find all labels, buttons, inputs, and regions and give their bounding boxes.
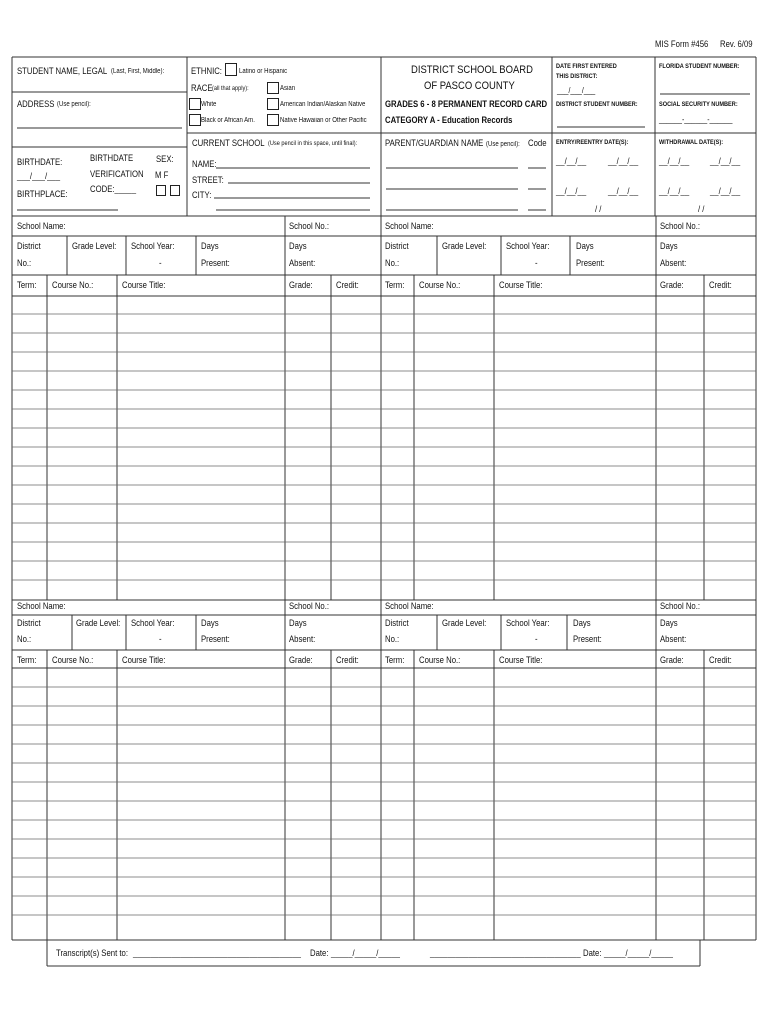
date-first-entered-blank: ___/___/___ xyxy=(557,86,596,95)
category-title: CATEGORY A - Education Records xyxy=(385,115,513,125)
grade-header-2b: Grade: xyxy=(660,655,684,665)
district-no-label-2b: No.: xyxy=(385,634,400,644)
school-year-label-1b: School Year: xyxy=(506,241,550,251)
school-year-label-1a: School Year: xyxy=(131,241,175,251)
verification-line2: VERIFICATION xyxy=(90,169,144,179)
entry-date-4: __/__/__ xyxy=(608,186,639,196)
sex-male-checkbox[interactable] xyxy=(156,185,166,196)
days-label-1b: Days xyxy=(576,241,594,251)
hawaiian-label: Native Hawaiian or Other Pacific xyxy=(280,117,367,124)
board-title: DISTRICT SCHOOL BOARD xyxy=(411,64,533,76)
days-label-1a-absent: Days xyxy=(289,241,307,251)
days-label-2a: Days xyxy=(201,618,219,628)
school-year-label-2b: School Year: xyxy=(506,618,550,628)
address-label: ADDRESS xyxy=(17,99,55,109)
district-no-label-1a: No.: xyxy=(17,258,32,268)
grade-level-label-1b: Grade Level: xyxy=(442,241,487,251)
days-absent-label-2b: Absent: xyxy=(660,634,687,644)
current-school-hint: (Use pencil in this space, until final): xyxy=(268,140,358,147)
withdrawal-dates-label: WITHDRAWAL DATE(S): xyxy=(659,139,724,146)
course-title-header-2b: Course Title: xyxy=(499,655,543,665)
entry-date-5: / / xyxy=(595,204,602,214)
withdrawal-date-1: __/__/__ xyxy=(659,156,690,166)
days-absent-label-1b: Absent: xyxy=(660,258,687,268)
school-year-dash-1a: - xyxy=(159,258,162,268)
school-year-dash-2a: - xyxy=(159,634,162,644)
credit-header-2b: Credit: xyxy=(709,655,732,665)
school-name-label-2a: School Name: xyxy=(17,601,66,611)
verification-line3: CODE:_____ xyxy=(90,184,137,194)
entry-date-2: __/__/__ xyxy=(608,156,639,166)
district-label-2b: District xyxy=(385,618,409,628)
latino-label: Latino or Hispanic xyxy=(239,68,288,75)
transcript-label: Transcript(s) Sent to: xyxy=(56,948,128,958)
days-label-1a: Days xyxy=(201,241,219,251)
birthplace-label: BIRTHPLACE: xyxy=(17,189,68,199)
days-label-2b-absent: Days xyxy=(660,618,678,628)
district-label-1b: District xyxy=(385,241,409,251)
county-title: OF PASCO COUNTY xyxy=(424,80,515,92)
course-no-header-2b: Course No.: xyxy=(419,655,461,665)
course-no-header-2a: Course No.: xyxy=(52,655,94,665)
district-no-label-1b: No.: xyxy=(385,258,400,268)
district-no-label-2a: No.: xyxy=(17,634,32,644)
credit-header-1a: Credit: xyxy=(336,280,359,290)
grade-level-label-1a: Grade Level: xyxy=(72,241,117,251)
ssn-label: SOCIAL SECURITY NUMBER: xyxy=(659,101,738,108)
latino-checkbox[interactable] xyxy=(225,63,237,76)
entry-date-3: __/__/__ xyxy=(556,186,587,196)
city-label: CITY: xyxy=(192,190,212,200)
withdrawal-date-5: / / xyxy=(698,204,705,214)
date-first-entered-label: DATE FIRST ENTERED xyxy=(556,63,617,70)
birthdate-label: BIRTHDATE: xyxy=(17,157,63,167)
student-name-hint: (Last, First, Middle): xyxy=(111,68,165,75)
school-name-label-1b: School Name: xyxy=(385,221,434,231)
district-student-number-label: DISTRICT STUDENT NUMBER: xyxy=(556,101,638,108)
ssn-blank: ______-______-______ xyxy=(659,115,733,124)
grade-level-label-2b: Grade Level: xyxy=(442,618,487,628)
entry-dates-label: ENTRY/REENTRY DATE(S): xyxy=(556,139,629,146)
hawaiian-checkbox[interactable] xyxy=(267,114,279,126)
revision-date: Rev. 6/09 xyxy=(720,39,753,49)
record-card-title: GRADES 6 - 8 PERMANENT RECORD CARD xyxy=(385,99,548,109)
parent-hint: (Use pencil): xyxy=(486,141,520,148)
credit-header-2a: Credit: xyxy=(336,655,359,665)
withdrawal-date-3: __/__/__ xyxy=(659,186,690,196)
days-present-label-2a: Present: xyxy=(201,634,230,644)
parent-code-label: Code xyxy=(528,138,547,148)
school-no-label-1a: School No.: xyxy=(289,221,330,231)
race-label: RACE xyxy=(191,83,213,93)
school-no-label-1b: School No.: xyxy=(660,221,701,231)
florida-student-number-label: FLORIDA STUDENT NUMBER: xyxy=(659,63,740,70)
school-name-label-1a: School Name: xyxy=(17,221,66,231)
sex-label: SEX: xyxy=(156,154,174,164)
native-american-label: American Indian/Alaskan Native xyxy=(280,101,366,108)
term-header-2a: Term: xyxy=(17,655,37,665)
transcript-blank-2: ___________________________________ xyxy=(430,948,581,958)
days-absent-label-1a: Absent: xyxy=(289,258,316,268)
entry-date-1: __/__/__ xyxy=(556,156,587,166)
black-label: Black or African Am. xyxy=(201,117,255,124)
course-title-header-1a: Course Title: xyxy=(122,280,166,290)
school-year-dash-1b: - xyxy=(535,258,538,268)
days-present-label-1b: Present: xyxy=(576,258,605,268)
grade-level-label-2a: Grade Level: xyxy=(76,618,121,628)
transcript-blank: _______________________________________ xyxy=(133,948,301,958)
date-blank-1: _____/_____/_____ xyxy=(331,948,400,958)
date-blank-2: _____/_____/_____ xyxy=(604,948,673,958)
ethnic-label: ETHNIC: xyxy=(191,66,222,76)
date-label-1: Date: xyxy=(310,948,329,958)
grade-header-1b: Grade: xyxy=(660,280,684,290)
asian-label: Asian xyxy=(280,85,296,92)
district-label-1a: District xyxy=(17,241,41,251)
verification-line1: BIRTHDATE xyxy=(90,153,134,163)
date-label-2: Date: xyxy=(583,948,602,958)
birthdate-blank: ___/___/___ xyxy=(17,171,61,181)
street-label: STREET: xyxy=(192,175,224,185)
race-hint: (all that apply): xyxy=(212,85,249,92)
school-year-dash-2b: - xyxy=(535,634,538,644)
course-no-header-1b: Course No.: xyxy=(419,280,461,290)
white-label: White xyxy=(201,101,217,108)
sex-female-checkbox[interactable] xyxy=(170,185,180,196)
days-present-label-1a: Present: xyxy=(201,258,230,268)
district-label-2a: District xyxy=(17,618,41,628)
school-no-label-2a: School No.: xyxy=(289,601,330,611)
school-name-label-2b: School Name: xyxy=(385,601,434,611)
grade-header-1a: Grade: xyxy=(289,280,313,290)
withdrawal-date-4: __/__/__ xyxy=(710,186,741,196)
days-absent-label-2a: Absent: xyxy=(289,634,316,644)
current-school-label: CURRENT SCHOOL xyxy=(192,138,265,148)
term-header-2b: Term: xyxy=(385,655,405,665)
days-label-2a-absent: Days xyxy=(289,618,307,628)
form-number: MIS Form #456 xyxy=(655,39,709,49)
term-header-1b: Term: xyxy=(385,280,405,290)
days-label-1b-absent: Days xyxy=(660,241,678,251)
student-name-label: STUDENT NAME, LEGAL xyxy=(17,66,108,76)
term-header-1a: Term: xyxy=(17,280,37,290)
parent-label: PARENT/GUARDIAN NAME xyxy=(385,138,484,148)
days-present-label-2b: Present: xyxy=(573,634,602,644)
grade-header-2a: Grade: xyxy=(289,655,313,665)
address-hint: (Use pencil): xyxy=(57,101,91,108)
date-first-entered-label-2: THIS DISTRICT: xyxy=(556,73,598,80)
school-name-field-label: NAME: xyxy=(192,159,217,169)
school-year-label-2a: School Year: xyxy=(131,618,175,628)
course-title-header-2a: Course Title: xyxy=(122,655,166,665)
course-no-header-1a: Course No.: xyxy=(52,280,94,290)
withdrawal-date-2: __/__/__ xyxy=(710,156,741,166)
days-label-2b: Days xyxy=(573,618,591,628)
course-title-header-1b: Course Title: xyxy=(499,280,543,290)
school-no-label-2b: School No.: xyxy=(660,601,701,611)
black-checkbox[interactable] xyxy=(189,114,201,126)
native-american-checkbox[interactable] xyxy=(267,98,279,110)
white-checkbox[interactable] xyxy=(189,98,201,110)
asian-checkbox[interactable] xyxy=(267,82,279,94)
sex-options: M F xyxy=(155,170,169,180)
credit-header-1b: Credit: xyxy=(709,280,732,290)
